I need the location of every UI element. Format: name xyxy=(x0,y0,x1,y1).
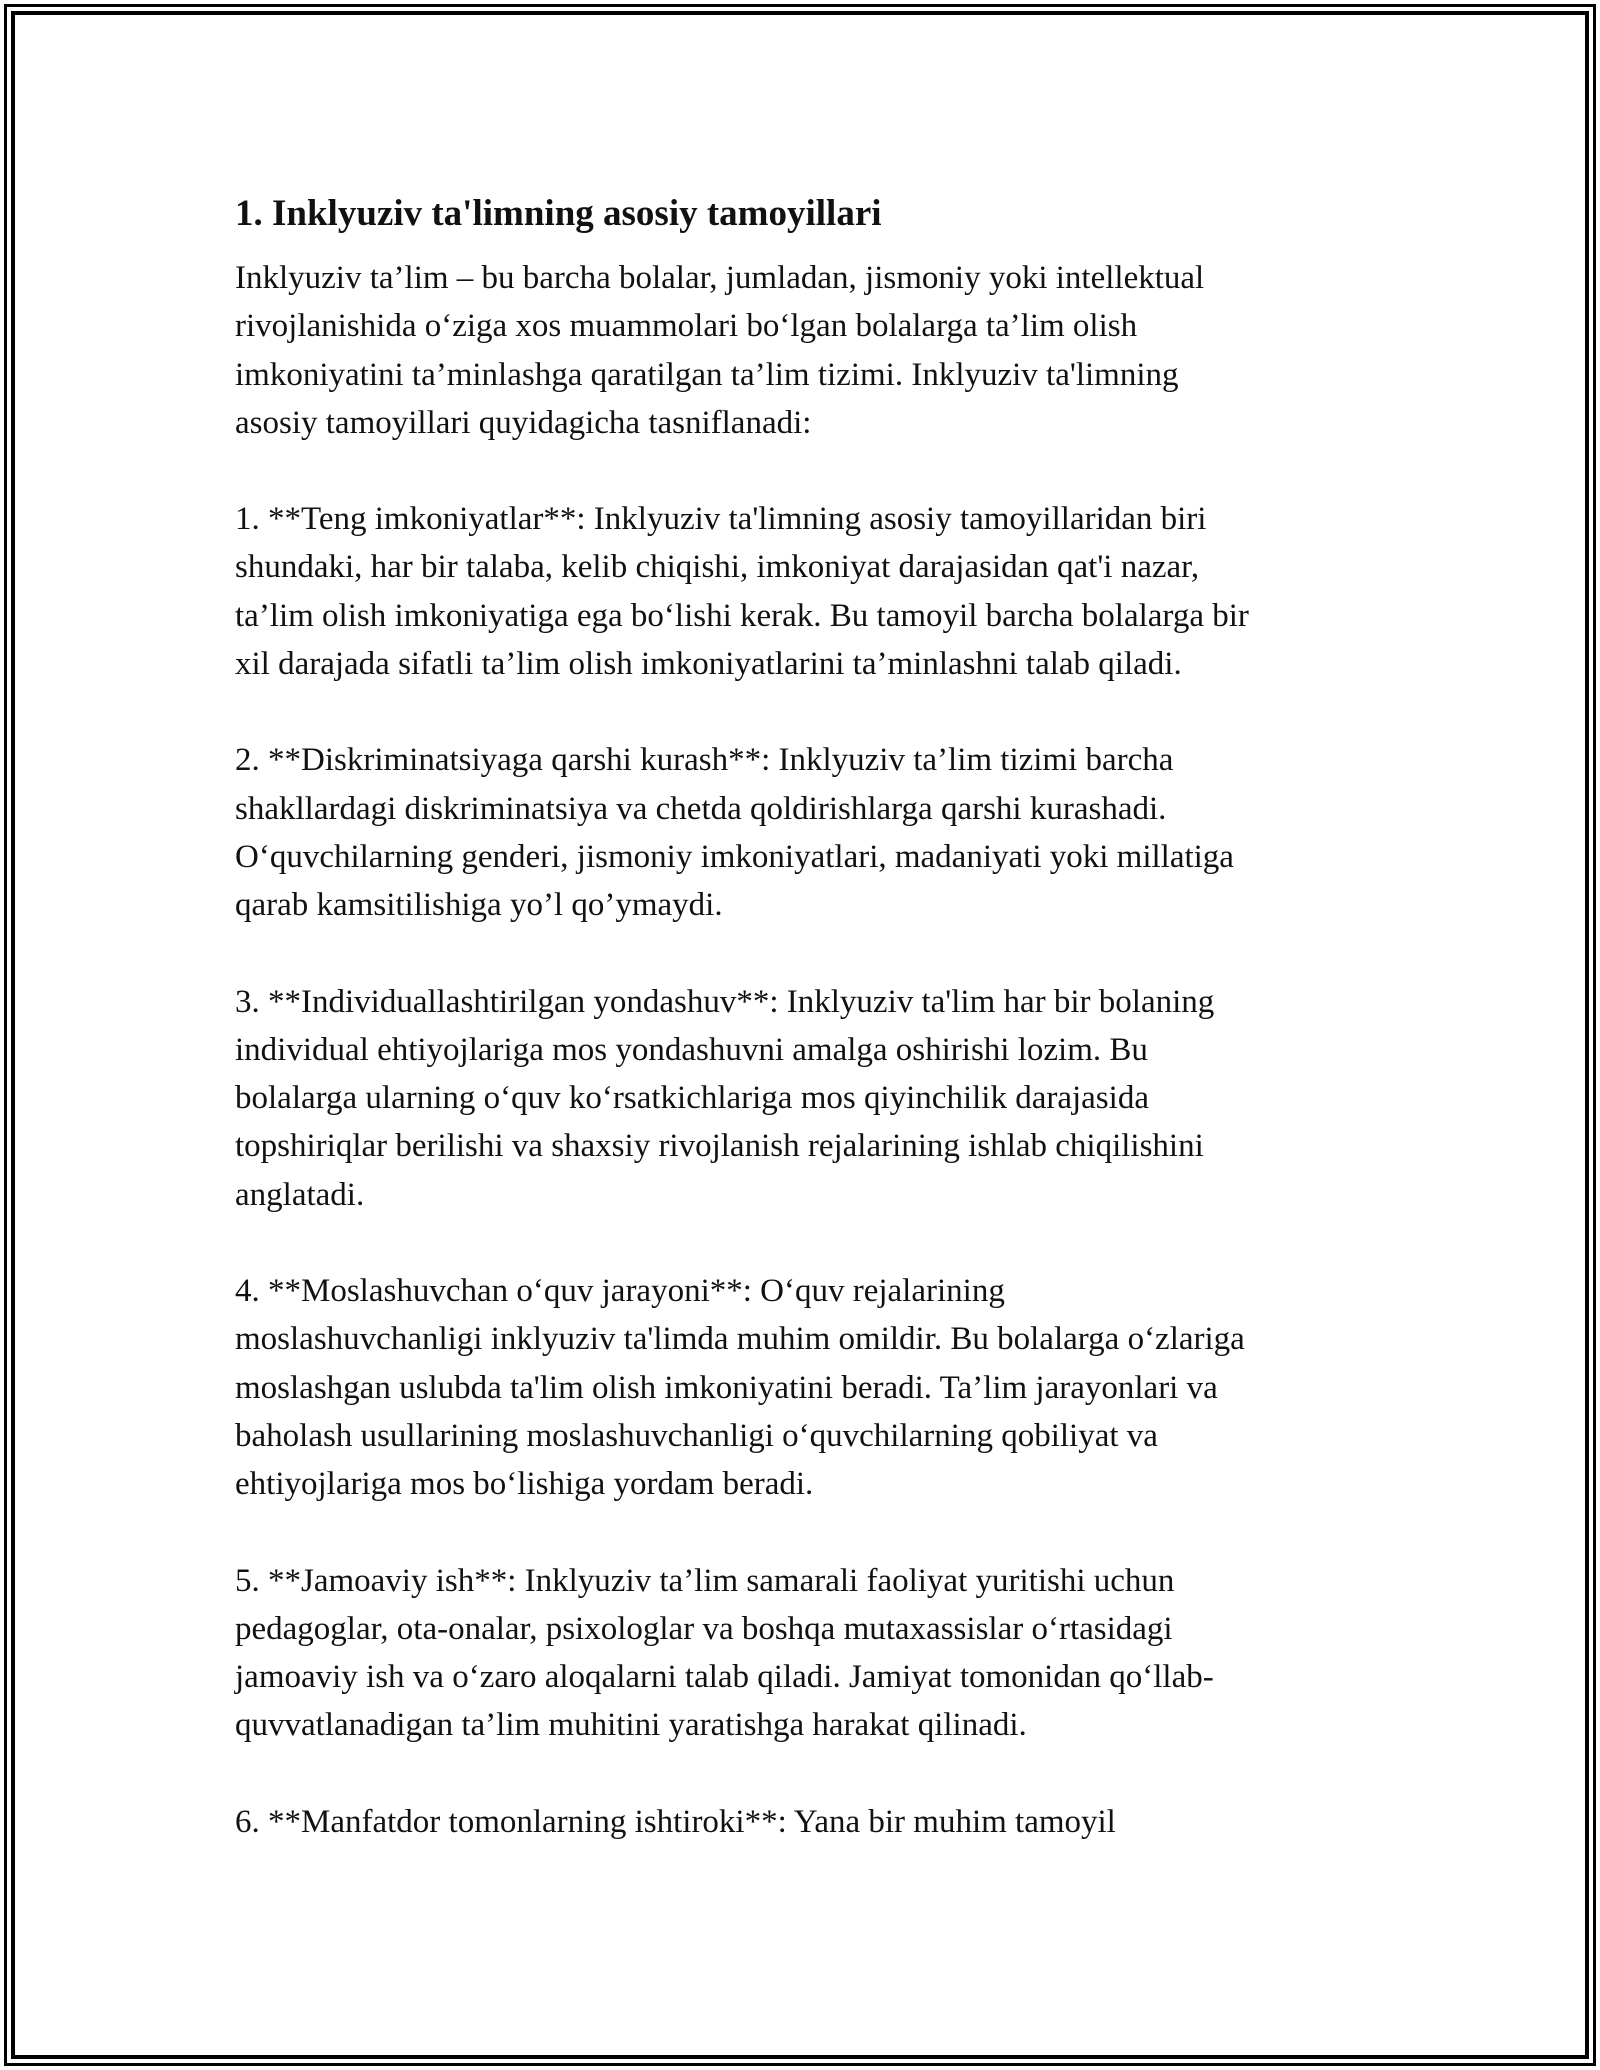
intro-paragraph: Inklyuziv ta’lim – bu barcha bolalar, jumladan, jismoniy yoki intellektual rivojlanishida o‘ziga xos muammolari bo‘lgan bolalarga ta’lim olish imkoniyatini ta’minlashga qaratilgan ta’lim tizimi. Inklyuziv ta'limning asosiy tamoyillari quyidagicha tasniflanadi: xyxy=(235,260,1205,441)
principle-paragraph-1: 1. **Teng imkoniyatlar**: Inklyuziv ta'limning asosiy tamoyillaridan biri shundaki, har bir talaba, kelib chiqishi, imkoniyat darajasidan qat'i nazar, ta’lim olish imkoniyatiga ega bo‘lishi kerak. Bu tamoyil barcha bolalarga bir xil darajada sifatli ta’lim olish imkoniyatlarini ta’minlashni talab qiladi. xyxy=(235,501,1249,683)
principle-paragraph-4: 4. **Moslashuvchan o‘quv jarayoni**: O‘quv rejalarining moslashuvchanligi inklyuziv ta'limda muhim omildir. Bu bolalarga o‘zlariga moslashgan uslubda ta'lim olish imkoniyatini beradi. Ta’lim jarayonlari va baholash usullarining moslashuvchanligi o‘quvchilarning qobiliyat va ehtiyojlariga mos bo‘lishiga yordam beradi. xyxy=(235,1273,1245,1503)
document-body xyxy=(235,188,1375,1894)
section-heading: 1. Inklyuziv ta'limning asosiy tamoyillari xyxy=(235,193,882,234)
principle-paragraph-5: 5. **Jamoaviy ish**: Inklyuziv ta’lim samarali faoliyat yuritishi uchun pedagoglar, ota-onalar, psixologlar va boshqa mutaxassislar o‘rtasidagi jamoaviy ish va o‘zaro aloqalarni talab qiladi. Jamiyat tomonidan qo‘llab- quvvatlanadigan ta’lim muhitini yaratishga harakat qilinadi. xyxy=(235,1562,1214,1744)
principle-paragraph-3: 3. **Individuallashtirilgan yondashuv**: Inklyuziv ta'lim har bir bolaning individual ehtiyojlariga mos yondashuvni amalga oshirishi lozim. Bu bolalarga ularning o‘quv ko‘rsatkichlariga mos qiyinchilik darajasida topshiriqlar berilishi va shaxsiy rivojlanish rejalarining ishlab chiqilishini anglatadi. xyxy=(235,983,1215,1213)
principle-paragraph-2: 2. **Diskriminatsiyaga qarshi kurash**: Inklyuziv ta’lim tizimi barcha shakllardagi diskriminatsiya va chetda qoldirishlarga qarshi kurashadi. O‘quvchilarning genderi, jismoniy imkoniyatlari, madaniyati yoki millatiga qarab kamsitilishiga yo’l qo’ymaydi. xyxy=(235,742,1234,924)
principle-paragraph-6: 6. **Manfatdor tomonlarning ishtiroki**: Yana bir muhim tamoyil xyxy=(235,1803,1116,1840)
